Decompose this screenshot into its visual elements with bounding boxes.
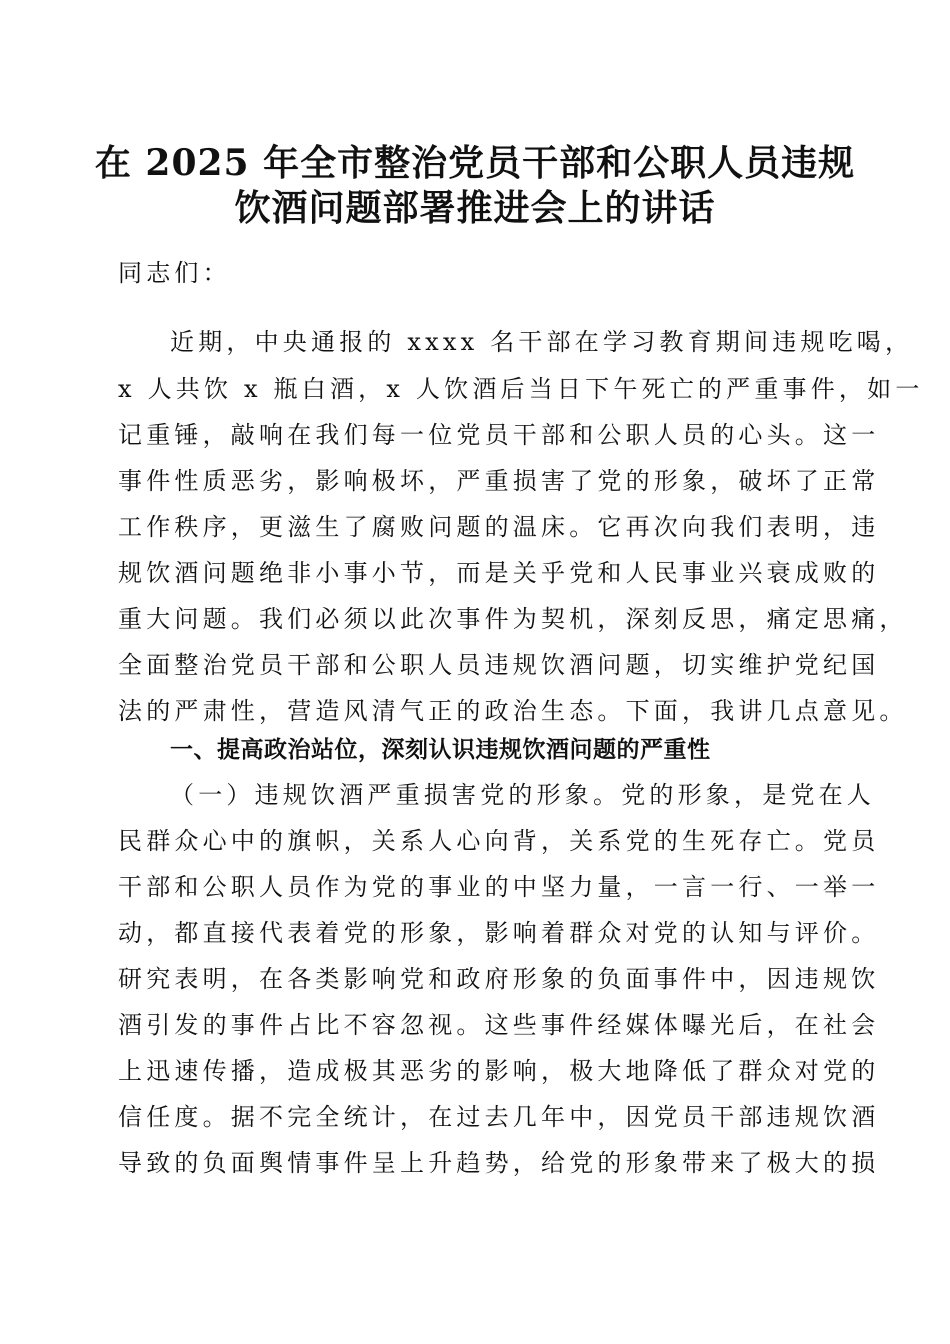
section-1-line: 动，都直接代表着党的形象，影响着群众对党的认知与评价。 [118, 919, 880, 947]
section-1-line: （一）违规饮酒严重损害党的形象。党的形象，是党在人 [170, 781, 875, 809]
section-1-line: 民群众心中的旗帜，关系人心向背，关系党的生死存亡。党员 [118, 827, 880, 855]
section-1-heading: 一、提高政治站位，深刻认识违规饮酒问题的严重性 [170, 737, 711, 763]
intro-line: x 人共饮 x 瓶白酒，x 人饮酒后当日下午死亡的严重事件，如一 [118, 375, 924, 403]
intro-line: 事件性质恶劣，影响极坏，严重损害了党的形象，破坏了正常 [118, 467, 880, 495]
section-1-line: 干部和公职人员作为党的事业的中坚力量，一言一行、一举一 [118, 873, 880, 901]
salutation: 同志们： [118, 259, 231, 287]
intro-line: 记重锤，敲响在我们每一位党员干部和公职人员的心头。这一 [118, 421, 880, 449]
document-title-line-1: 在 2025 年全市整治党员干部和公职人员违规 [94, 142, 856, 184]
section-1-line: 上迅速传播，造成极其恶劣的影响，极大地降低了群众对党的 [118, 1057, 880, 1085]
intro-line: 重大问题。我们必须以此次事件为契机，深刻反思，痛定思痛， [118, 605, 908, 633]
intro-line: 近期，中央通报的 xxxx 名干部在学习教育期间违规吃喝， [170, 328, 914, 356]
document-title-line-2: 饮酒问题部署推进会上的讲话 [234, 187, 716, 229]
intro-line: 规饮酒问题绝非小事小节，而是关乎党和人民事业兴衰成败的 [118, 559, 880, 587]
intro-line: 工作秩序，更滋生了腐败问题的温床。它再次向我们表明，违 [118, 513, 880, 541]
intro-line: 法的严肃性，营造风清气正的政治生态。下面，我讲几点意见。 [118, 697, 908, 725]
section-1-line: 酒引发的事件占比不容忽视。这些事件经媒体曝光后，在社会 [118, 1011, 880, 1039]
section-1-line: 信任度。据不完全统计，在过去几年中，因党员干部违规饮酒 [118, 1103, 880, 1131]
section-1-line: 导致的负面舆情事件呈上升趋势，给党的形象带来了极大的损 [118, 1149, 880, 1177]
section-1-line: 研究表明，在各类影响党和政府形象的负面事件中，因违规饮 [118, 965, 880, 993]
intro-line: 全面整治党员干部和公职人员违规饮酒问题，切实维护党纪国 [118, 651, 880, 679]
